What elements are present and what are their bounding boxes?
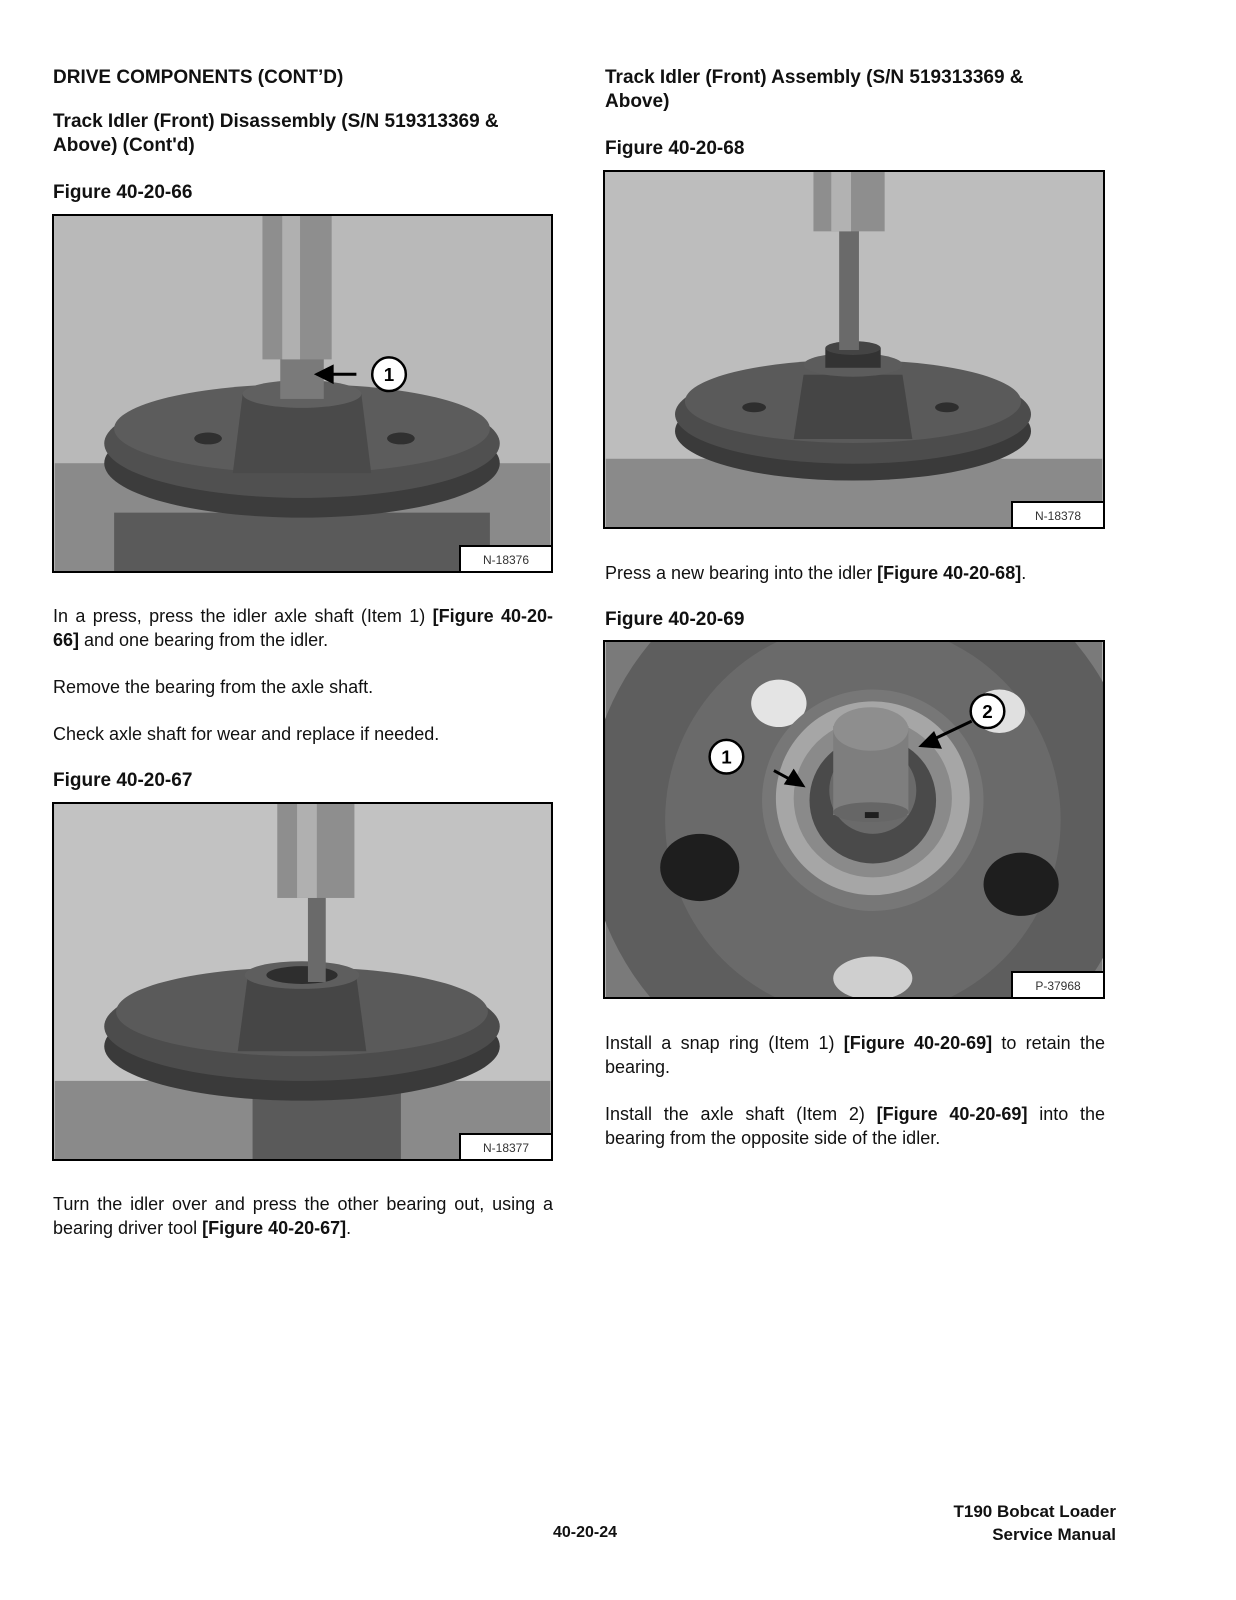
right-paragraph-3-text-a: Install the axle shaft (Item 2)	[605, 1104, 877, 1124]
left-paragraph-1	[53, 604, 553, 652]
manual-title-line1: T190 Bobcat Loader	[953, 1502, 1116, 1521]
right-paragraph-1-text-a: Press a new bearing into the idler	[605, 563, 878, 583]
figure-69-reference-a: [Figure 40-20-69]	[843, 1033, 993, 1053]
figure-66-reference: [Figure 40-20-66]	[53, 606, 553, 650]
disassembly-subtitle	[53, 110, 499, 158]
left-paragraph-2: Remove the bearing from the axle shaft.	[53, 677, 374, 697]
section-title: DRIVE COMPONENTS (CONT’D)	[53, 67, 344, 88]
disassembly-subtitle-line1: Track Idler (Front) Disassembly (S/N 519313369 &	[53, 111, 499, 132]
figure-68-illustration	[605, 172, 1103, 527]
manual-title-line2: Service Manual	[992, 1525, 1116, 1544]
left-paragraph-4-text-b: .	[346, 1218, 352, 1238]
assembly-subtitle-line1: Track Idler (Front) Assembly (S/N 519313369 &	[605, 67, 1024, 88]
figure-66-illustration	[54, 216, 551, 571]
right-paragraph-2-text-b: to retain the bearing.	[605, 1033, 1105, 1077]
manual-title	[954, 1500, 1117, 1546]
figure-67-label: Figure 40-20-67	[53, 770, 193, 791]
figure-68-photo	[603, 170, 1105, 529]
figure-69-label: Figure 40-20-69	[605, 609, 745, 630]
right-paragraph-2-text-a: Install a snap ring (Item 1)	[605, 1033, 844, 1053]
left-paragraph-4-text-a: Turn the idler over and press the other bearing out, using a bearing driver tool	[53, 1194, 553, 1238]
right-paragraph-2	[605, 1031, 1105, 1079]
assembly-subtitle-line2: Above)	[605, 91, 670, 112]
figure-66-callout-1: 1	[383, 364, 395, 386]
figure-68-label: Figure 40-20-68	[605, 138, 745, 159]
page-number: 40-20-24	[553, 1524, 618, 1541]
right-paragraph-3-text-b: into the bearing from the opposite side of the idler.	[605, 1104, 1106, 1148]
figure-69-illustration	[605, 642, 1103, 997]
figure-69-reference-b: [Figure 40-20-69]	[876, 1104, 1028, 1124]
figure-68-code: N-18378	[1011, 501, 1103, 527]
figure-67-code: N-18377	[459, 1133, 551, 1159]
figure-68-reference: [Figure 40-20-68]	[877, 563, 1022, 583]
left-paragraph-3: Check axle shaft for wear and replace if needed.	[53, 724, 440, 744]
figure-69-callout-2: 2	[982, 701, 993, 723]
left-paragraph-4	[53, 1192, 553, 1240]
figure-66-photo	[52, 214, 553, 573]
right-paragraph-3	[605, 1102, 1105, 1150]
figure-66-label: Figure 40-20-66	[53, 182, 193, 203]
figure-69-callout-1: 1	[721, 746, 732, 768]
disassembly-subtitle-line2: Above) (Cont'd)	[53, 135, 195, 156]
assembly-subtitle	[605, 66, 1024, 114]
right-paragraph-1-text-b: .	[1021, 563, 1027, 583]
figure-67-photo	[52, 802, 553, 1161]
figure-69-code: P-37968	[1011, 971, 1103, 997]
left-paragraph-1-text-b: and one bearing from the idler.	[79, 630, 329, 650]
right-paragraph-1	[605, 561, 1105, 585]
left-paragraph-1-text-a: In a press, press the idler axle shaft (Item 1)	[53, 606, 433, 626]
figure-69-photo	[603, 640, 1105, 999]
figure-67-illustration	[54, 804, 551, 1159]
figure-67-reference: [Figure 40-20-67]	[202, 1218, 347, 1238]
figure-66-code: N-18376	[459, 545, 551, 571]
